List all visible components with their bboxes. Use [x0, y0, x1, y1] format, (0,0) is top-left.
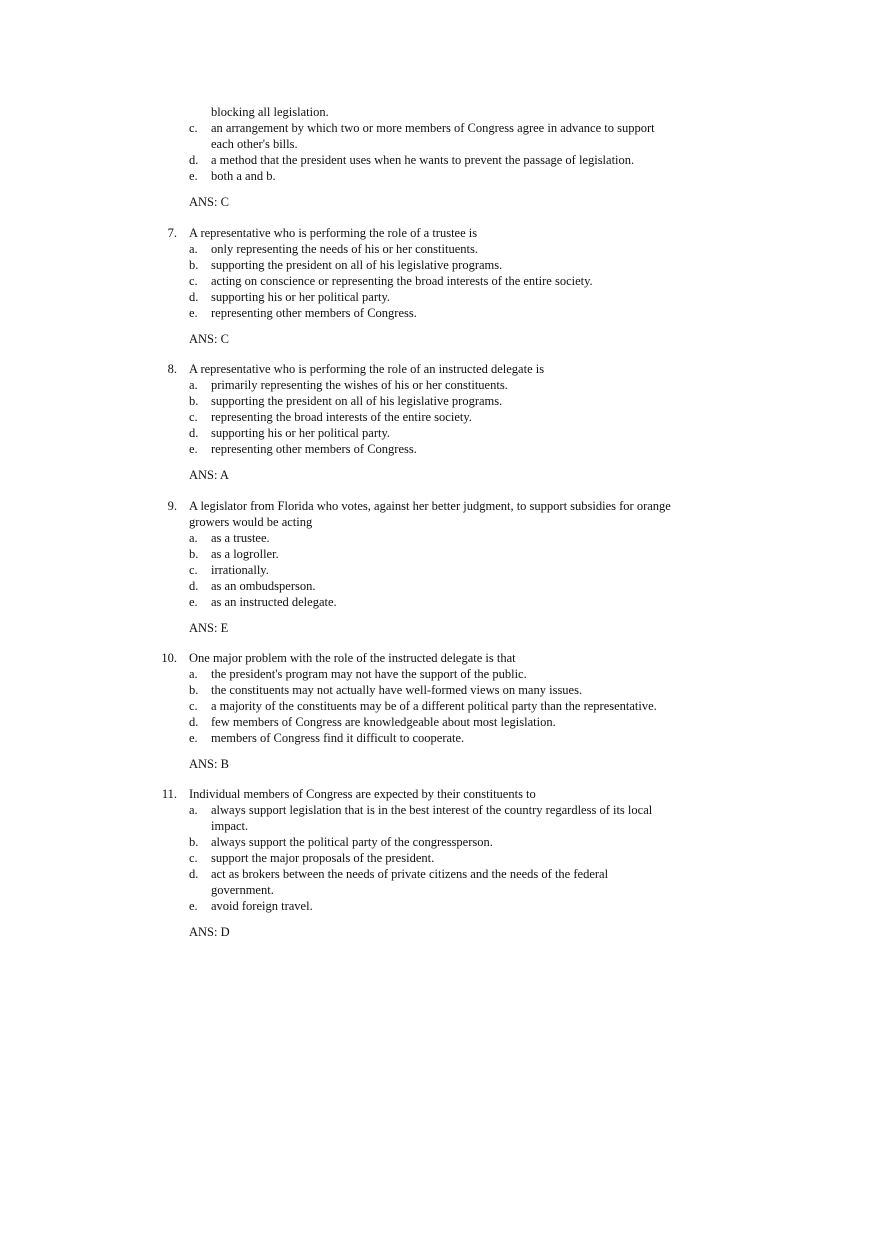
option [0, 409, 880, 425]
option-letter: c. [189, 274, 198, 288]
option-text: primarily representing the wishes of his or her constituents. [211, 378, 508, 392]
question-number: 10. [161, 651, 177, 665]
question-text: A representative who is performing the role of a trustee is [189, 226, 478, 240]
option-letter: d. [189, 867, 199, 881]
option-letter: d. [189, 579, 199, 593]
option [0, 168, 880, 184]
option [0, 393, 880, 409]
option [0, 578, 880, 594]
option-text: support the major proposals of the president. [211, 851, 435, 865]
option [0, 850, 880, 866]
question-text: A legislator from Florida who votes, against her better judgment, to support subsidies for orange [189, 499, 671, 513]
answer-key: ANS: E [189, 621, 229, 635]
option-letter: c. [189, 410, 198, 424]
option [0, 682, 880, 698]
option [0, 666, 880, 682]
option [0, 714, 880, 730]
option [0, 834, 880, 850]
option-letter: a. [189, 378, 198, 392]
option-text-line: impact. [211, 819, 249, 833]
option-text: supporting his or her political party. [211, 426, 391, 440]
option-letter: a. [189, 531, 198, 545]
option-text: supporting the president on all of his legislative programs. [211, 258, 503, 272]
option-text-line: each other's bills. [211, 137, 298, 151]
option-text: a majority of the constituents may be of a different political party than the representative. [211, 699, 657, 713]
option-text: irrationally. [211, 563, 269, 577]
option [0, 546, 880, 562]
option-text: representing other members of Congress. [211, 442, 417, 456]
option [0, 152, 880, 168]
option [0, 530, 880, 546]
answer-key: ANS: D [189, 925, 230, 939]
option-text: representing other members of Congress. [211, 306, 417, 320]
option-text: the president's program may not have the support of the public. [211, 667, 527, 681]
option-letter: c. [189, 563, 198, 577]
option-text: representing the broad interests of the entire society. [211, 410, 472, 424]
option-text: supporting his or her political party. [211, 290, 391, 304]
option-text: supporting the president on all of his legislative programs. [211, 394, 503, 408]
option [0, 866, 880, 882]
option-letter: b. [189, 258, 199, 272]
option [0, 273, 880, 289]
option [0, 441, 880, 457]
question-number: 11. [161, 787, 177, 801]
option [0, 257, 880, 273]
option [0, 594, 880, 610]
answer-key: ANS: C [189, 332, 229, 346]
option-text: few members of Congress are knowledgeable about most legislation. [211, 715, 556, 729]
option-letter: b. [189, 547, 199, 561]
option-letter: d. [189, 153, 199, 167]
option-letter: b. [189, 394, 199, 408]
option-letter: e. [189, 306, 198, 320]
option-letter: a. [189, 667, 198, 681]
question-11 [0, 786, 880, 940]
option-text: the constituents may not actually have well-formed views on many issues. [211, 683, 583, 697]
question-number: 9. [167, 499, 177, 513]
option-text: avoid foreign travel. [211, 899, 313, 913]
question-number: 8. [167, 362, 177, 376]
option-text: as a trustee. [211, 531, 270, 545]
option [0, 562, 880, 578]
option [0, 241, 880, 257]
question-text: One major problem with the role of the instructed delegate is that [189, 651, 516, 665]
option-text: as a logroller. [211, 547, 279, 561]
option-letter: e. [189, 731, 198, 745]
option [0, 898, 880, 914]
question-10 [0, 650, 880, 772]
question-text: Individual members of Congress are expected by their constituents to [189, 787, 536, 801]
option [0, 377, 880, 393]
option [0, 425, 880, 441]
option-letter: d. [189, 426, 199, 440]
option [0, 305, 880, 321]
option-letter: a. [189, 803, 198, 817]
answer-key: ANS: A [189, 468, 229, 482]
option-letter: a. [189, 242, 198, 256]
option-text: as an ombudsperson. [211, 579, 316, 593]
option-letter: c. [189, 699, 198, 713]
option-text: an arrangement by which two or more members of Congress agree in advance to support [211, 121, 655, 135]
option-letter: e. [189, 442, 198, 456]
option-letter: e. [189, 899, 198, 913]
option-text: always support legislation that is in the best interest of the country regardless of its local [211, 803, 653, 817]
option-text: act as brokers between the needs of private citizens and the needs of the federal [211, 867, 609, 881]
option-letter: d. [189, 715, 199, 729]
question-8 [0, 361, 880, 483]
option-letter: b. [189, 683, 199, 697]
option-text: both a and b. [211, 169, 276, 183]
question-9 [0, 498, 880, 636]
option-text: a method that the president uses when he wants to prevent the passage of legislation. [211, 153, 635, 167]
question-7 [0, 225, 880, 347]
question-number: 7. [167, 226, 177, 240]
option [0, 698, 880, 714]
option-text: members of Congress find it difficult to cooperate. [211, 731, 465, 745]
question-text: A representative who is performing the role of an instructed delegate is [189, 362, 545, 376]
answer-key: ANS: B [189, 757, 229, 771]
option-letter: c. [189, 851, 198, 865]
option [0, 289, 880, 305]
option-text: always support the political party of the congressperson. [211, 835, 493, 849]
option-letter: d. [189, 290, 199, 304]
option [0, 802, 880, 818]
option-text: acting on conscience or representing the broad interests of the entire society. [211, 274, 593, 288]
option-text-line: blocking all legislation. [211, 105, 329, 119]
option-text: only representing the needs of his or her constituents. [211, 242, 478, 256]
option-letter: c. [189, 121, 198, 135]
option-text: as an instructed delegate. [211, 595, 337, 609]
option [0, 730, 880, 746]
option-letter: e. [189, 595, 198, 609]
option-letter: e. [189, 169, 198, 183]
answer-key: ANS: C [189, 195, 229, 209]
question-6-continuation [0, 104, 880, 210]
question-text-line: growers would be acting [189, 515, 313, 529]
option [0, 120, 880, 136]
option-letter: b. [189, 835, 199, 849]
option-text-line: government. [211, 883, 274, 897]
